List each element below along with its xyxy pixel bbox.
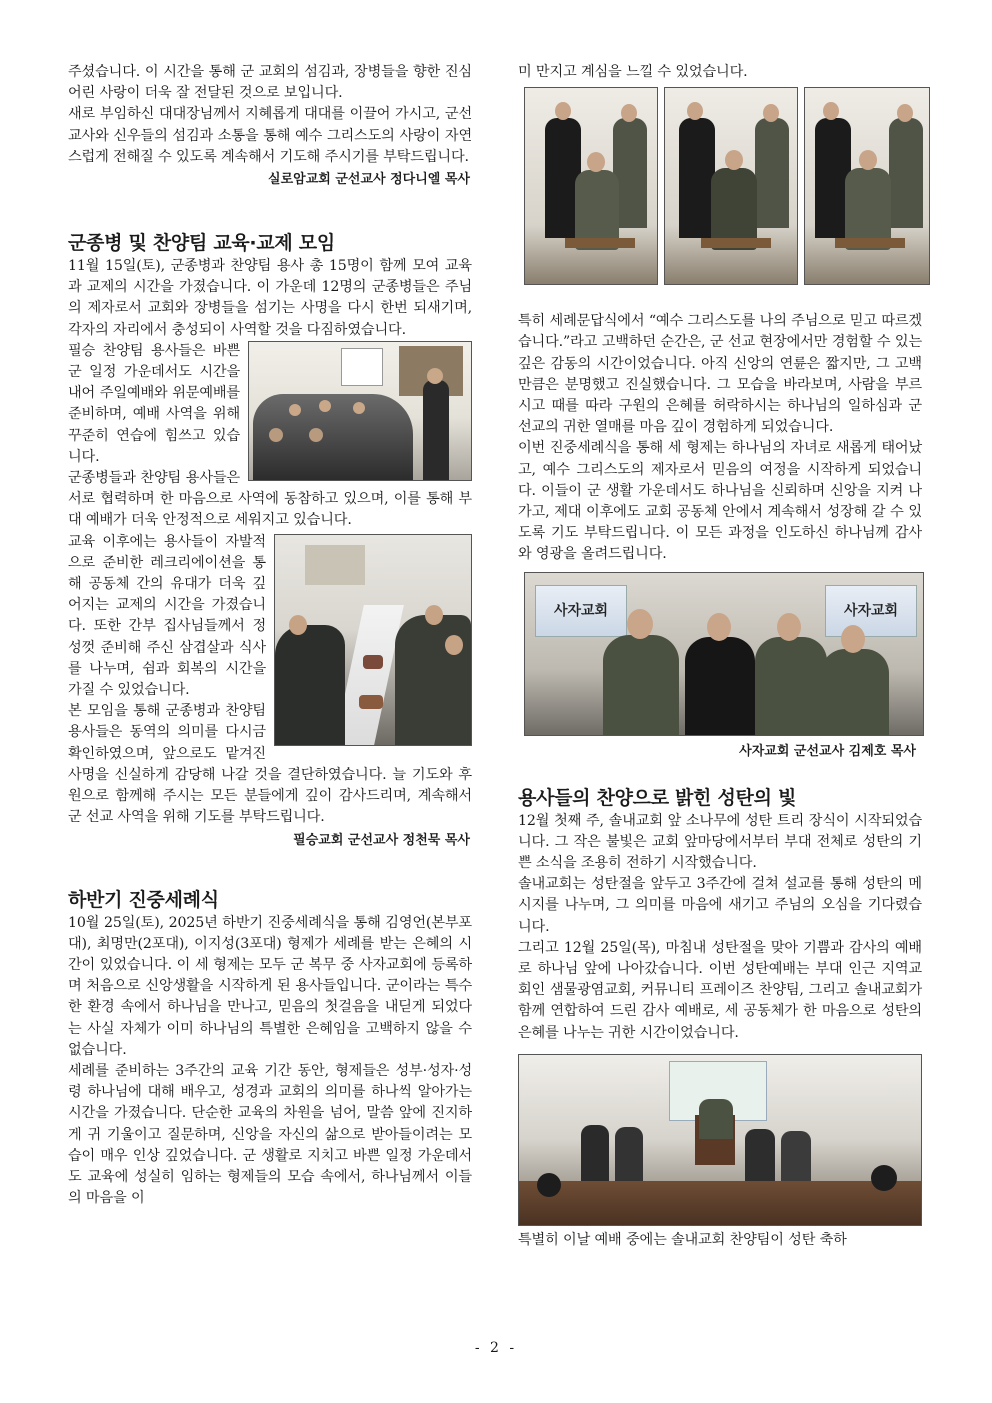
slide-right	[825, 585, 917, 637]
page-number: - 2 -	[474, 1340, 518, 1356]
baptism-photo-strip	[524, 87, 922, 287]
section-title-training: 군종병 및 찬양팀 교육·교제 모임	[68, 232, 335, 255]
baptism-paragraph-1: 10월 25일(토), 2025년 하반기 진중세례식을 통해 김영언(본부포대), 최명만(2포대), 이지성(3포대) 형제가 세례를 받는 은혜의 시간이 있었습니다. 이 세 형제는 모두 군 복무 중 사자교회에 등록하며 처음으로 신앙생활을 시작하게 된 용사들입니다. 군이라는 특수한 환경 속에서 하나님을 만나고, 믿음의 첫걸음을 내딛게 되었다는 사실 자체가 이미 하나님의 특별한 은혜임을 고백하지 않을 수 없습니다.	[68, 914, 472, 1058]
christmas-paragraph-2: 솔내교회는 성탄절을 앞두고 3주간에 걸쳐 설교를 통해 성탄의 메시지를 나누며, 그 의미를 마음에 새기고 주님의 오심을 기다렸습니다.	[518, 876, 922, 935]
section-title-christmas: 용사들의 찬양으로 밝힌 성탄의 빛	[518, 786, 797, 809]
training-paragraph-5: 본 모임을 통해 군종병과 찬양팀 용사들은 동역의 의미를 다시금 확인하였으며, 앞으로도 맡겨진 사명을 신실하게 감당해 나갈 것을 결단하였습니다. 늘 기도와 후원으로 함께해 주시는 모든 분들에게 깊이 감사드리며, 계속해서 군 선교 사역을 위해 기도를 부탁드립니다.	[68, 703, 472, 826]
christmas-paragraph-1: 12월 첫째 주, 솔내교회 앞 소나무에 성탄 트리 장식이 시작되었습니다. 그 작은 불빛은 교회 앞마당에서부터 부대 전체로 성탄의 기쁜 소식을 조용히 전하기 시작했습니다.	[518, 812, 922, 872]
baptism-continued: 미 만지고 계심을 느낄 수 있었습니다.	[518, 64, 748, 80]
christmas-paragraph-4: 특별히 이날 예배 중에는 솔내교회 찬양팀이 성탄 축하	[518, 1231, 847, 1248]
intro-paragraph-2: 새로 부임하신 대대장님께서 지혜롭게 대대를 이끌어 가시고, 군선교사와 신우들의 섬김과 소통을 통해 예수 그리스도의 사랑이 자연스럽게 전해질 수 있도록 계속해서 기도해 주시기를 부탁드립니다.	[68, 106, 472, 165]
slide-left-text: 사자교회	[553, 602, 609, 619]
photo-caption: 사자교회 군선교사 김제호 목사	[739, 743, 916, 759]
baptism-photo-1	[524, 87, 658, 285]
baptism-photo-3	[804, 87, 930, 285]
christmas-photo	[518, 1054, 922, 1226]
slide-right-text: 사자교회	[843, 602, 899, 619]
training-photo	[248, 341, 472, 481]
group-photo	[524, 572, 924, 736]
left-column	[68, 62, 472, 1209]
baptism-paragraph-4: 이번 진중세례식을 통해 세 형제는 하나님의 자녀로 새롭게 태어났고, 예수 그리스도의 제자로서 믿음의 여정을 시작하게 되었습니다. 이들이 군 생활 가운데서도 하나님을 신뢰하며 신앙을 지켜 나가고, 제대 이후에도 교회 공동체 안에서 계속해서 성장해 갈 수 있도록 기도 부탁드립니다. 이 모든 과정을 인도하신 하나님께 감사와 영광을 올려드립니다.	[518, 440, 922, 563]
baptism-paragraph-3: 특히 세례문답식에서 “예수 그리스도를 나의 주님으로 믿고 따르겠습니다.”라고 고백하던 순간은, 군 선교 현장에서만 경험할 수 있는 깊은 감동의 시간이었습니다. 아직 신앙의 연륜은 짧지만, 그 고백만큼은 분명했고 진실했습니다. 그 모습을 바라보며, 사람을 부르시고 때를 따라 구원의 은혜를 허락하시는 하나님의 일하심과 군 선교의 귀한 열매를 마음 깊이 경험하게 되었습니다.	[518, 313, 922, 436]
signature-1: 실로암교회 군선교사 정다니엘 목사	[268, 172, 470, 188]
right-column	[518, 62, 922, 1251]
section-title-baptism: 하반기 진중세례식	[68, 888, 219, 911]
signature-2: 필승교회 군선교사 정천묵 목사	[293, 832, 470, 848]
training-paragraph-3: 군종병들과 찬양팀 용사들은 서로 협력하며 한 마음으로 사역에 동참하고 있으며, 이를 통해 부대 예배가 더욱 안정적으로 세워지고 있습니다.	[68, 470, 472, 529]
training-paragraph-4: 교육 이후에는 용사들이 자발적으로 준비한 레크리에이션을 통해 공동체 간의 유대가 더욱 깊어지는 교제의 시간을 가졌습니다. 또한 간부 집사님들께서 정성껏 준비해 주신 삼겹살과 식사를 나누며, 쉼과 회복의 시간을 가질 수 있었습니다.	[68, 533, 266, 699]
christmas-paragraph-3: 그리고 12월 25일(목), 마침내 성탄절을 맞아 기쁨과 감사의 예배로 하나님 앞에 나아갔습니다. 이번 성탄예배는 부대 인근 지역교회인 샘물광염교회, 커뮤니티 프레이즈 찬양팀, 그리고 솔내교회가 함께 연합하여 드린 감사 예배로, 세 공동체가 한 마음으로 성탄의 은혜를 나누는 귀한 시간이었습니다.	[518, 939, 922, 1041]
intro-paragraph: 주셨습니다. 이 시간을 통해 군 교회의 섬김과, 장병들을 향한 진심 어린 사랑이 더욱 잘 전달된 것으로 보입니다.	[68, 64, 472, 102]
training-paragraph-1: 11월 15일(토), 군종병과 찬양팀 용사 총 15명이 함께 모여 교육과 교제의 시간을 가졌습니다. 이 가운데 12명의 군종병들은 주님의 제자로서 교회와 장병들을 섬기는 사명을 다시 한번 되새기며, 각자의 자리에서 충성되이 사역할 것을 다짐하였습니다.	[68, 258, 472, 338]
baptism-photo-2	[664, 87, 798, 285]
baptism-paragraph-2: 세례를 준비하는 3주간의 교육 기간 동안, 형제들은 성부·성자·성령 하나님에 대해 배우고, 성경과 교회의 의미를 하나씩 알아가는 시간을 가졌습니다. 단순한 교육의 차원을 넘어, 말씀 앞에 진지하게 귀 기울이고 질문하며, 신앙을 자신의 삶으로 받아들이려는 모습이 매우 인상 깊었습니다. 군 생활로 지치고 바쁜 일정 가운데서도 교육에 성실히 임하는 형제들의 모습 속에서, 하나님께서 이들의 마음을 이	[68, 1062, 472, 1207]
meal-photo	[274, 534, 472, 746]
training-paragraph-2: 필승 찬양팀 용사들은 바쁜 군 일정 가운데서도 시간을 내어 주일예배와 위문예배를 준비하며, 예배 사역을 위해 꾸준히 연습에 힘쓰고 있습니다.	[68, 342, 240, 465]
slide-left	[535, 585, 627, 637]
